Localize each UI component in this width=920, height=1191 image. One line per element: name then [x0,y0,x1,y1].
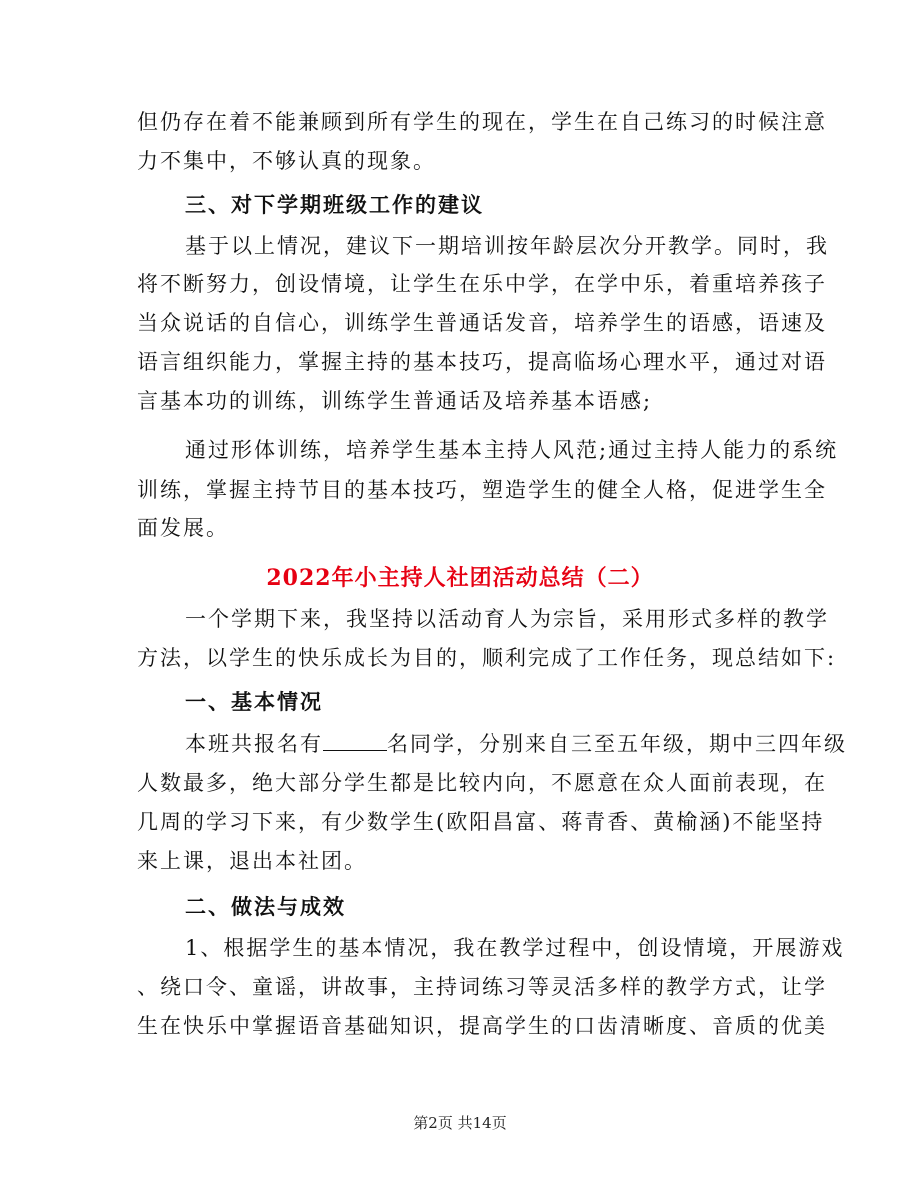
fill-in-blank [323,732,387,751]
body-line: 言基本功的训练，训练学生普通话及培养基本语感; [137,389,653,413]
page-number: 第2页 共14页 [413,1114,507,1132]
body-line [185,730,847,758]
body-line: 生在快乐中掌握语音基础知识，提高学生的口齿清晰度、音质的优美 [137,1014,827,1038]
section-heading: 三、对下学期班级工作的建议 [185,192,484,217]
body-line: 人数最多，绝大部分学生都是比较内向，不愿意在众人面前表现，在 [137,771,827,795]
body-text: 本班共报名有 [185,732,323,756]
body-line: 一个学期下来，我坚持以活动育人为宗旨，采用形式多样的教学 [185,607,829,631]
body-line: 训练，掌握主持节目的基本技巧，塑造学生的健全人格，促进学生全 [137,478,827,502]
body-line: 语言组织能力，掌握主持的基本技巧，提高临场心理水平，通过对语 [137,350,827,374]
body-line: 来上课，退出本社团。 [137,849,367,873]
body-line: 、绕口令、童谣，讲故事，主持词练习等灵活多样的教学方式，让学 [137,975,827,999]
body-line: 基于以上情况，建议下一期培训按年龄层次分开教学。同时，我 [185,234,829,258]
body-line: 几周的学习下来，有少数学生(欧阳昌富、蒋青香、黄榆涵)不能坚持 [137,810,825,834]
body-line: 方法，以学生的快乐成长为目的，顺利完成了工作任务，现总结如下: [137,646,837,670]
body-line: 1、根据学生的基本情况，我在教学过程中，创设情境，开展游戏 [185,936,845,960]
section-heading: 二、做法与成效 [185,894,346,919]
body-line: 将不断努力，创设情境，让学生在乐中学，在学中乐，着重培养孩子 [137,272,827,296]
body-line: 当众说话的自信心，训练学生普通话发音，培养学生的语感，语速及 [137,311,827,335]
section-heading: 一、基本情况 [185,689,323,714]
body-text: 名同学，分别来自三至五年级，期中三四年级 [387,732,847,756]
body-line: 通过形体训练，培养学生基本主持人风范;通过主持人能力的系统 [185,438,839,462]
body-line: 力不集中，不够认真的现象。 [137,149,436,173]
document-title: 2022年小主持人社团活动总结（二） [266,565,654,591]
body-line: 但仍存在着不能兼顾到所有学生的现在，学生在自己练习的时候注意 [137,110,827,134]
body-line: 面发展。 [137,516,229,540]
